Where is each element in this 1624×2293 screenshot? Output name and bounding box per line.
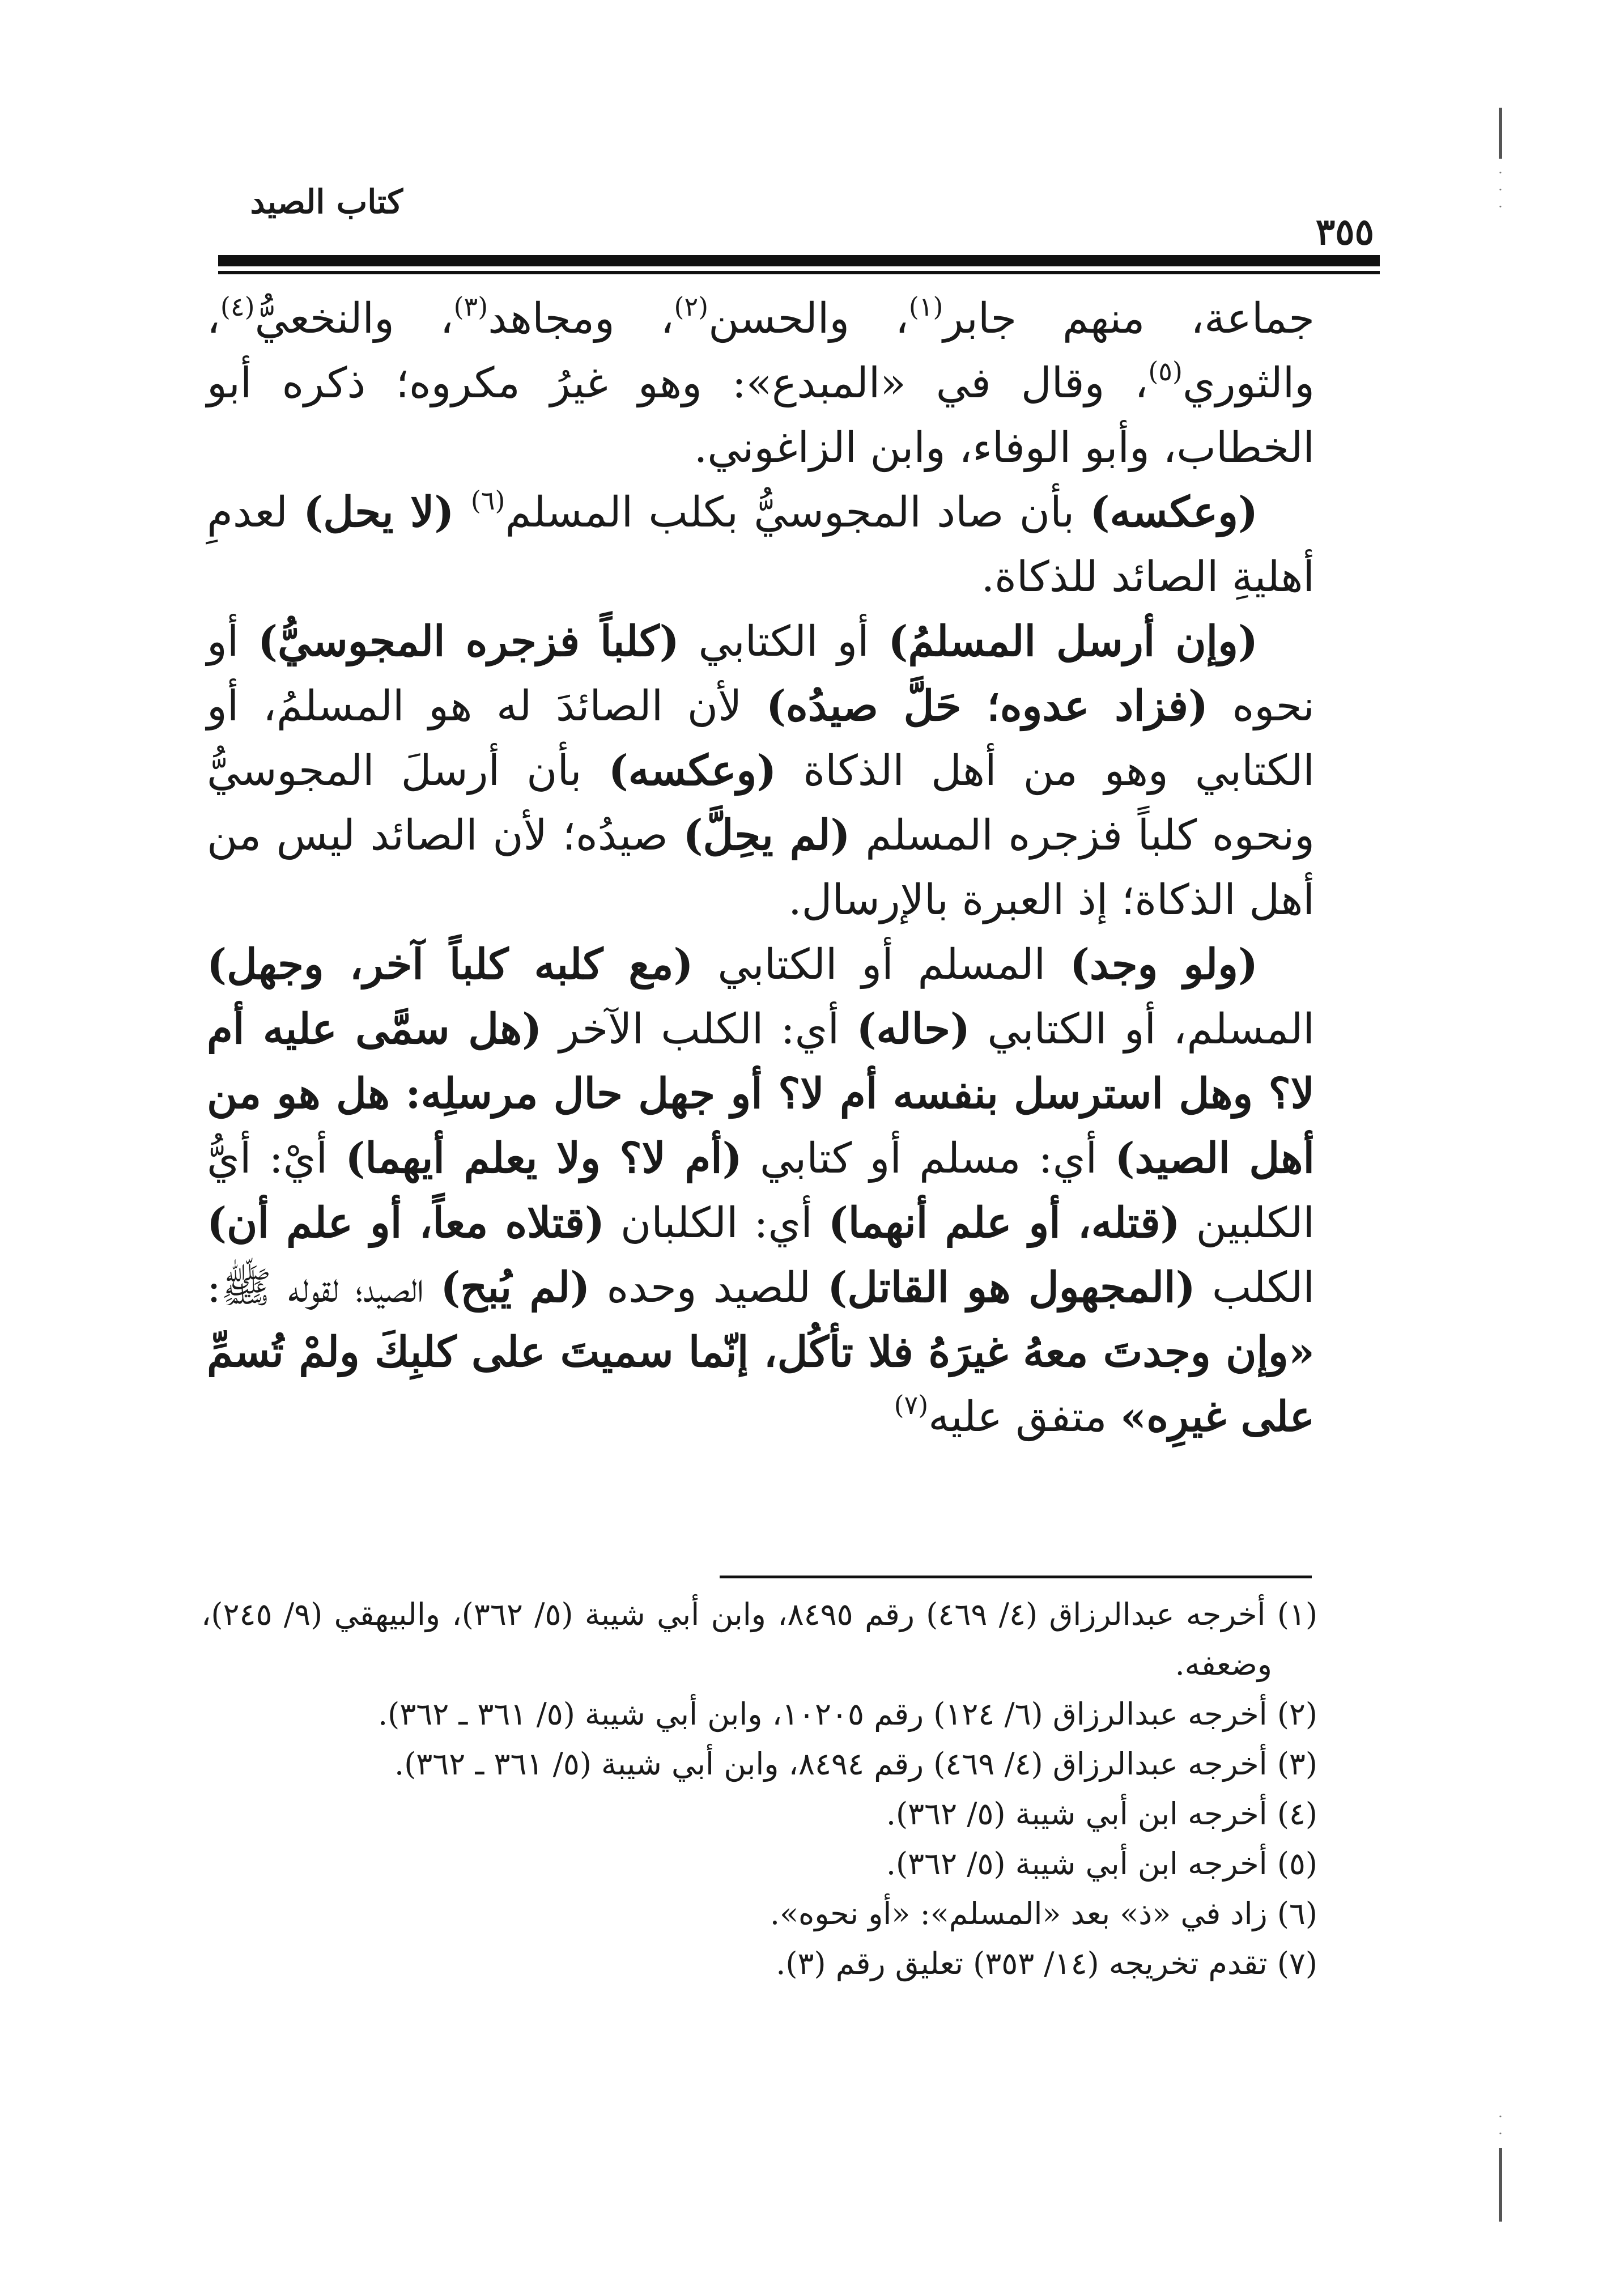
- matn-text: (قتله، أو علم أنهما): [828, 1199, 1180, 1247]
- text-run: أي: مسلم أو كتابي: [742, 1134, 1115, 1183]
- footnote-2: (٢) أخرجه عبدالرزاق (٦/ ١٢٤) رقم ١٠٢٠٥، وابن أبي شيبة (٥/ ٣٦١ ـ ٣٦٢).: [378, 1696, 1317, 1732]
- text-run: الصيد؛ لقوله ﷺ:: [207, 1263, 441, 1312]
- matn-text: (أم لا؟ ولا يعلم أيهما): [345, 1134, 742, 1183]
- scan-edge-dots: · ·: [1498, 2109, 1503, 2142]
- text-run: لعدمِ أهليةِ الصائد للذكاة.: [207, 488, 1315, 601]
- scan-edge-dots: · · ·: [1498, 165, 1503, 215]
- scan-edge-mark: [1499, 108, 1502, 159]
- matn-text: (ولو وجد): [1070, 940, 1258, 989]
- text-run: جماعة، منهم جابر: [943, 294, 1315, 343]
- footnote-7: (٧) تقدم تخريجه (١٤/ ٣٥٣) تعليق رقم (٣).: [776, 1946, 1317, 1981]
- footnote-ref: (٣): [453, 291, 488, 322]
- footnote-1: (١) أخرجه عبدالرزاق (٤/ ٤٦٩) رقم ٨٤٩٥، وابن أبي شيبة (٥/ ٣٦٢)، والبيهقي (٩/ ٢٤٥)، وضعفه.: [201, 1596, 1318, 1682]
- text-run: المسلم، أو الكتابي: [970, 1005, 1315, 1054]
- text-run: ، والحسن: [708, 294, 909, 343]
- text-run: متفق عليه: [928, 1392, 1121, 1441]
- footnote-ref: (٥): [1148, 356, 1183, 387]
- text-run: أو الكتابي: [679, 617, 888, 666]
- running-header-title: كتاب الصيد: [250, 182, 403, 221]
- footnote-4: (٤) أخرجه ابن أبي شيبة (٥/ ٣٦٢).: [886, 1796, 1317, 1832]
- scan-edge-mark: [1499, 2148, 1502, 2222]
- paragraph-4: [207, 932, 1315, 1449]
- text-run: أي: الكلب الآخر: [542, 1005, 857, 1054]
- footnote-3: (٣) أخرجه عبدالرزاق (٤/ ٤٦٩) رقم ٨٤٩٤، وابن أبي شيبة (٥/ ٣٦١ ـ ٣٦٢).: [394, 1746, 1317, 1782]
- text-run: أي: الكلبان: [605, 1199, 828, 1247]
- paragraph-2: [207, 480, 1315, 609]
- hadith-quote: «وإن وجدتَ معهُ غيرَهُ فلا تأكُل، إنّما سميتَ على كلبِكَ ولمْ تُسمِّ على غيرِه»: [207, 1328, 1315, 1441]
- footnote-ref: (٢): [674, 291, 709, 322]
- text-run: صيدُه؛ لأن الصائد ليس من أهل الذكاة؛ إذ العبرة بالإرسال.: [207, 811, 1315, 924]
- text-run: أيْ: أيُّ الكلبين: [207, 1134, 1315, 1247]
- paragraph-3: [207, 609, 1315, 932]
- matn-text: (المجهول هو القاتل): [827, 1263, 1196, 1312]
- matn-text: (كلباً فزجره المجوسيُّ): [258, 617, 679, 666]
- text-run: ، والثوري: [207, 294, 1315, 407]
- text-run: ، وقال في «المبدع»: وهو غيرُ مكروه؛ ذكره أبو الخطاب، وأبو الوفاء، وابن الزاغوني.: [207, 359, 1315, 472]
- matn-text: (هل سمَّى عليه أم لا؟ وهل استرسل بنفسه أم لا؟ أو جهل حال مرسلِه: هل هو من أهل الصيد): [207, 1005, 1315, 1183]
- matn-text: (لم يُبح): [440, 1263, 590, 1312]
- footnote-ref: (١): [908, 291, 943, 322]
- footnote-separator: [720, 1576, 1312, 1578]
- page-number: ٣٥٥: [1315, 211, 1374, 253]
- matn-text: (حاله): [856, 1005, 971, 1054]
- footnote-ref: (٤): [220, 291, 255, 322]
- text-run: بأن صاد المجوسيُّ بكلب المسلم: [505, 488, 1090, 537]
- text-run: للصيد وحده: [590, 1263, 828, 1312]
- footnote-ref: (٦): [470, 485, 505, 516]
- footnotes: [201, 1590, 1317, 1989]
- matn-text: (لا يحل): [303, 488, 471, 537]
- header-rule-thin: [218, 271, 1380, 274]
- matn-text: (مع كلبه كلباً آخر، وجهل): [207, 940, 694, 989]
- text-run: الكلب: [1195, 1263, 1315, 1312]
- paragraph-1: [207, 286, 1315, 480]
- main-text: [207, 286, 1315, 1449]
- text-run: أو نحوه: [207, 617, 1315, 731]
- text-run: بأن أرسلَ المجوسيُّ ونحوه كلباً فزجره المسلم: [207, 746, 1315, 860]
- matn-text: (وعكسه): [1090, 488, 1258, 537]
- matn-text: (وإن أرسل المسلمُ): [888, 617, 1258, 666]
- footnote-ref: (٧): [894, 1390, 929, 1420]
- footnote-5: (٥) أخرجه ابن أبي شيبة (٥/ ٣٦٢).: [886, 1846, 1317, 1882]
- text-run: لأن الصائدَ له هو المسلمُ، أو الكتابي وهو من أهل الذكاة: [207, 682, 1315, 795]
- matn-text: (فزاد عدوه؛ حَلَّ صيدُه): [766, 682, 1208, 731]
- text-run: المسلم أو الكتابي: [693, 940, 1070, 989]
- matn-text: (قتلاه معاً، أو علم أن): [207, 1199, 605, 1247]
- text-run: ، ومجاهد: [488, 294, 674, 343]
- matn-text: (وعكسه): [608, 746, 777, 795]
- footnote-6: (٦) زاد في «ذ» بعد «المسلم»: «أو نحوه».: [770, 1896, 1317, 1931]
- header-rule: [218, 255, 1380, 266]
- matn-text: (لم يحِلَّ): [683, 811, 851, 860]
- text-run: ، والنخعيُّ: [254, 294, 454, 343]
